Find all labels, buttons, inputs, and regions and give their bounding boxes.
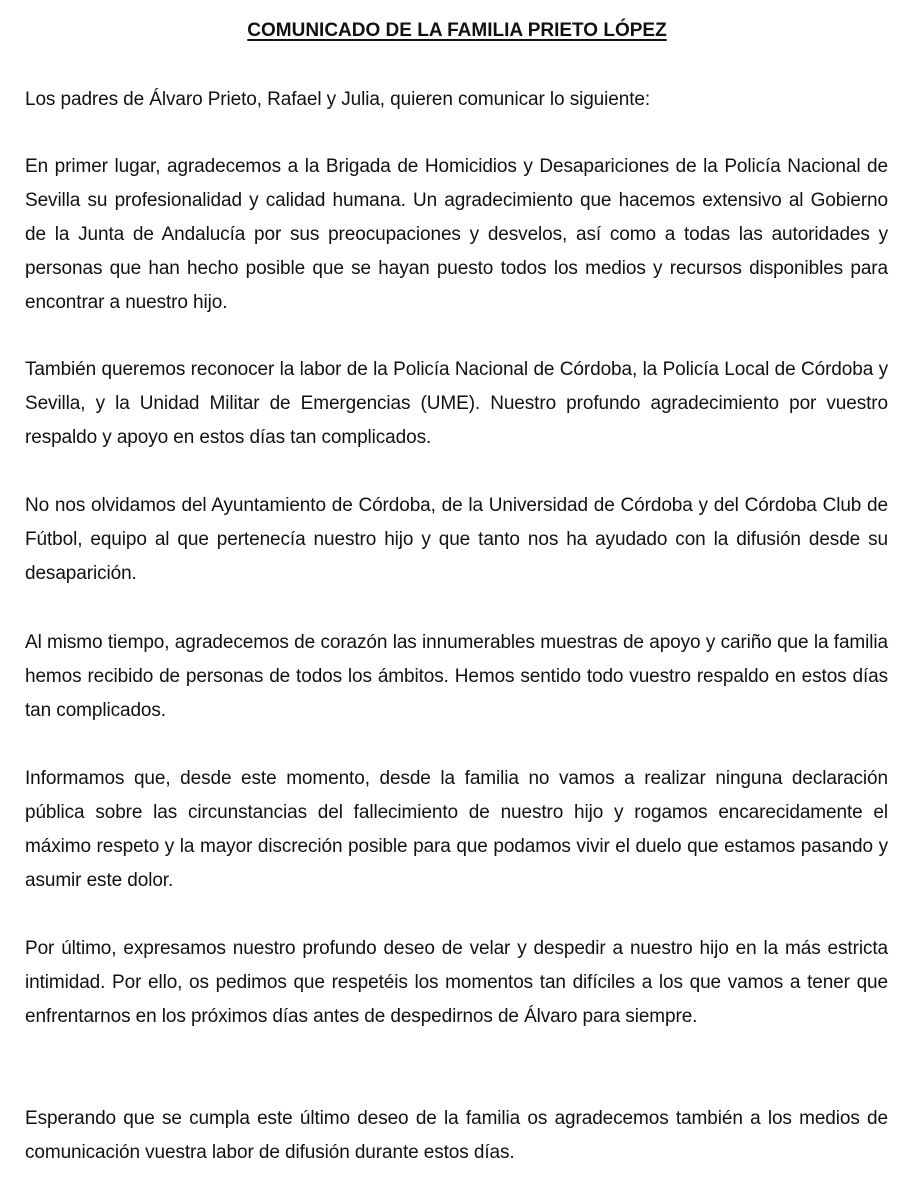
paragraph-media: Esperando que se cumpla este último deseo de la familia os agradecemos también a los medios de comunicación vuestra labor de difusión durante estos días. xyxy=(25,1108,888,1163)
paragraph-support: Al mismo tiempo, agradecemos de corazón las innumerables muestras de apoyo y cariño que la familia hemos recibido de personas de todos los ámbitos. Hemos sentido todo vuestro respaldo en estos días tan complicados. xyxy=(25,632,888,721)
paragraph-institutions: No nos olvidamos del Ayuntamiento de Córdoba, de la Universidad de Córdoba y del Córdoba Club de Fútbol, equipo al que pertenecía nuestro hijo y que tanto nos ha ayudado con la difusión desde su desaparición. xyxy=(25,495,888,584)
paragraph-thanks-brigade: En primer lugar, agradecemos a la Brigada de Homicidios y Desapariciones de la Policía Nacional de Sevilla su profesionalidad y calidad humana. Un agradecimiento que hacemos extensivo al Gobierno de la Junta de Andalucía por sus preocupaciones y desvelos, así como a todas las autoridades y personas que han hecho posible que se hayan puesto todos los medios y recursos disponibles para encontrar a nuestro hijo. xyxy=(25,156,888,313)
document-title: COMUNICADO DE LA FAMILIA PRIETO LÓPEZ xyxy=(247,20,667,41)
paragraph-thanks-police: También queremos reconocer la labor de la Policía Nacional de Córdoba, la Policía Local de Córdoba y Sevilla, y la Unidad Militar de Emergencias (UME). Nuestro profundo agradecimiento por vuestro respaldo y apoyo en estos días tan complicados. xyxy=(25,359,888,448)
paragraph-intro: Los padres de Álvaro Prieto, Rafael y Julia, quieren comunicar lo siguiente: xyxy=(25,89,651,110)
paragraph-privacy: Informamos que, desde este momento, desde la familia no vamos a realizar ninguna declaración pública sobre las circunstancias del fallecimiento de nuestro hijo y rogamos encarecidamente el máximo respeto y la mayor discreción posible para que podamos vivir el duelo que estamos pasando y asumir este dolor. xyxy=(25,768,888,891)
paragraph-farewell: Por último, expresamos nuestro profundo deseo de velar y despedir a nuestro hijo en la más estricta intimidad. Por ello, os pedimos que respetéis los momentos tan difíciles a los que vamos a tener que enfrentarnos en los próximos días antes de despedirnos de Álvaro para siempre. xyxy=(25,938,888,1027)
